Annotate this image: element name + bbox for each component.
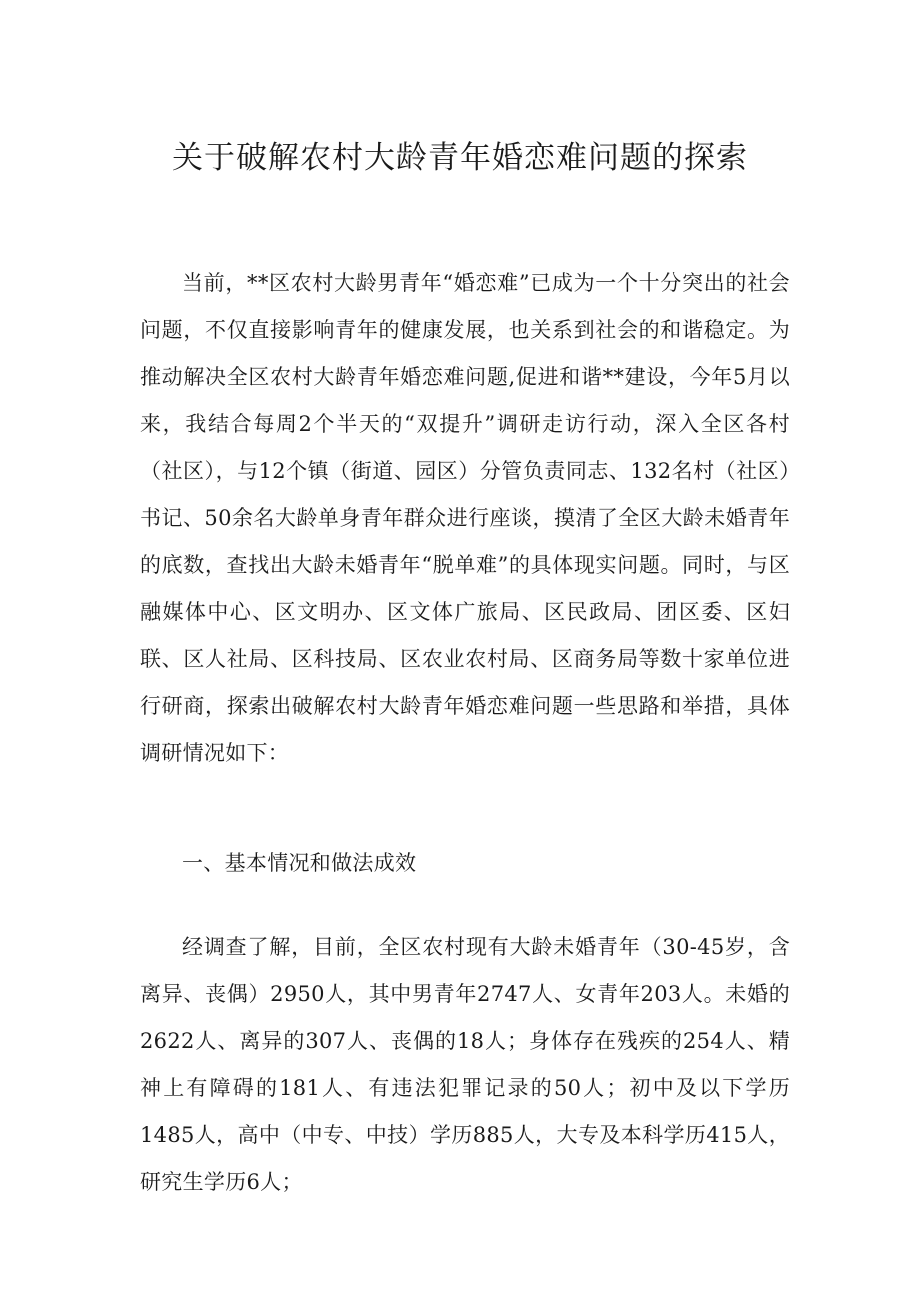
document-title: 关于破解农村大龄青年婚恋难问题的探索 [172,140,748,176]
section-heading: 一、基本情况和做法成效 [182,851,417,875]
section-paragraph: 经调查了解，目前，全区农村现有大龄未婚青年（30-45岁，含离异、丧偶）2950人，其中男青年2747人、女青年203人。未婚的2622人、离异的307人、丧偶的18人；身体存在残疾的254人、精神上有障碍的181人、有违法犯罪记录的50人；初中及以下学历1485人，高中（中专、中技）学历885人，大专及本科学历415人，研究生学历6人； [140,935,790,1194]
intro-paragraph: 当前，**区农村大龄男青年“婚恋难”已成为一个十分突出的社会问题，不仅直接影响青年的健康发展，也关系到社会的和谐稳定。为推动解决全区农村大龄青年婚恋难问题,促进和谐**建设，今年5月以来，我结合每周2个半天的“双提升”调研走访行动，深入全区各村（社区），与12个镇（街道、园区）分管负责同志、132名村（社区）书记、50余名大龄单身青年群众进行座谈，摸清了全区大龄未婚青年的底数，查找出大龄未婚青年“脱单难”的具体现实问题。同时，与区融媒体中心、区文明办、区文体广旅局、区民政局、团区委、区妇联、区人社局、区科技局、区农业农村局、区商务局等数十家单位进行研商，探索出破解农村大龄青年婚恋难问题一些思路和举措，具体调研情况如下： [140,271,790,765]
